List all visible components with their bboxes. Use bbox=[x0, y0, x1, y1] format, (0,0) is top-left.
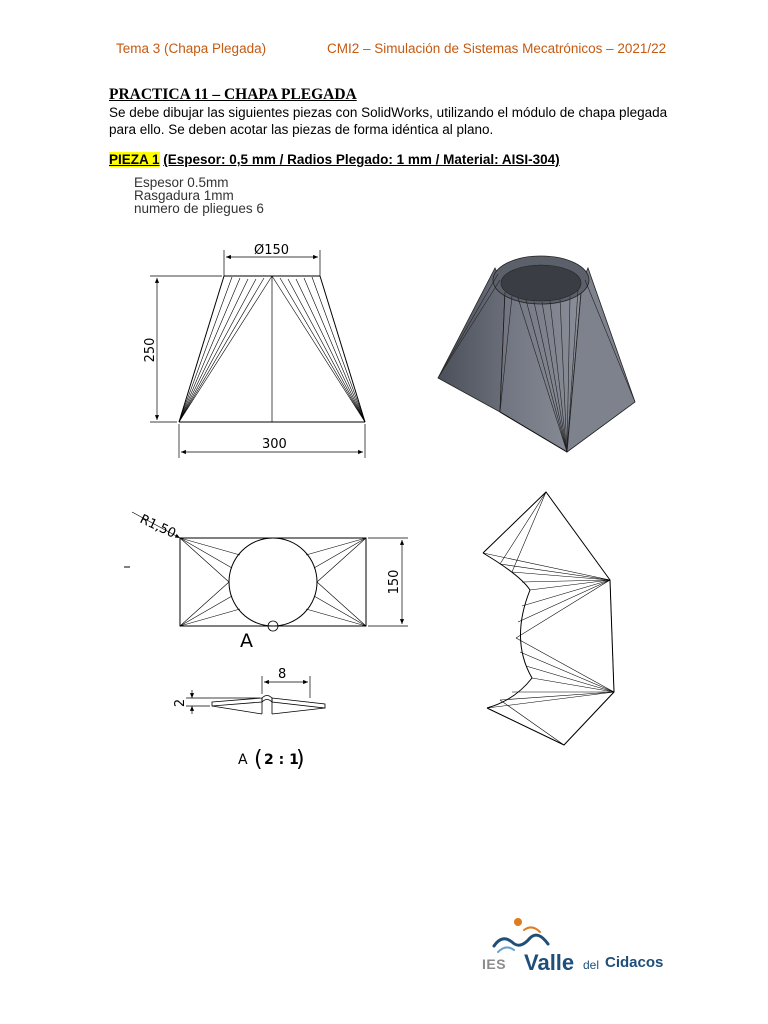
pieza-label: PIEZA 1 bbox=[109, 152, 160, 167]
isometric-view bbox=[438, 256, 635, 452]
dim-detail-height: 2 bbox=[173, 698, 188, 708]
logo-cidacos: Cidacos bbox=[605, 954, 664, 971]
detail-scale: 2 : 1 bbox=[264, 752, 299, 768]
note-pliegues: numero de pliegues 6 bbox=[134, 201, 264, 216]
flat-pattern-view bbox=[483, 492, 614, 745]
logo-del: del bbox=[583, 958, 600, 972]
front-view bbox=[150, 250, 365, 458]
logo-valle: Valle bbox=[524, 950, 575, 975]
svg-text:(: ( bbox=[254, 747, 263, 772]
header-right: CMI2 – Simulación de Sistemas Mecatrónicos – 2021/22 bbox=[327, 41, 667, 56]
dim-diameter: Ø150 bbox=[254, 243, 290, 258]
svg-text:): ) bbox=[296, 747, 305, 772]
note-rasgadura: Rasgadura 1mm bbox=[134, 188, 234, 203]
dim-radius: R1,50 bbox=[137, 512, 179, 542]
dim-side: 150 bbox=[387, 569, 402, 595]
logo-mark-icon bbox=[494, 918, 548, 952]
intro-paragraph: Se debe dibujar las siguientes piezas con SolidWorks, utilizando el módulo de chapa plegada para ello. Se deben acotar las piezas de forma idéntica al plano. bbox=[109, 105, 668, 137]
logo-ies: IES bbox=[482, 956, 507, 972]
header-left: Tema 3 (Chapa Plegada) bbox=[116, 41, 267, 56]
note-espesor: Espesor 0.5mm bbox=[134, 175, 229, 190]
dim-base-width: 300 bbox=[262, 437, 287, 452]
pieza-details: (Espesor: 0,5 mm / Radios Plegado: 1 mm / Material: AISI-304) bbox=[163, 152, 560, 167]
detail-marker: A bbox=[240, 630, 253, 652]
page-title: PRACTICA 11 – CHAPA PLEGADA bbox=[109, 86, 357, 103]
detail-label: A bbox=[238, 752, 248, 768]
dim-detail-width: 8 bbox=[278, 667, 287, 682]
dim-height: 250 bbox=[143, 337, 158, 363]
detail-a-view bbox=[186, 676, 325, 714]
